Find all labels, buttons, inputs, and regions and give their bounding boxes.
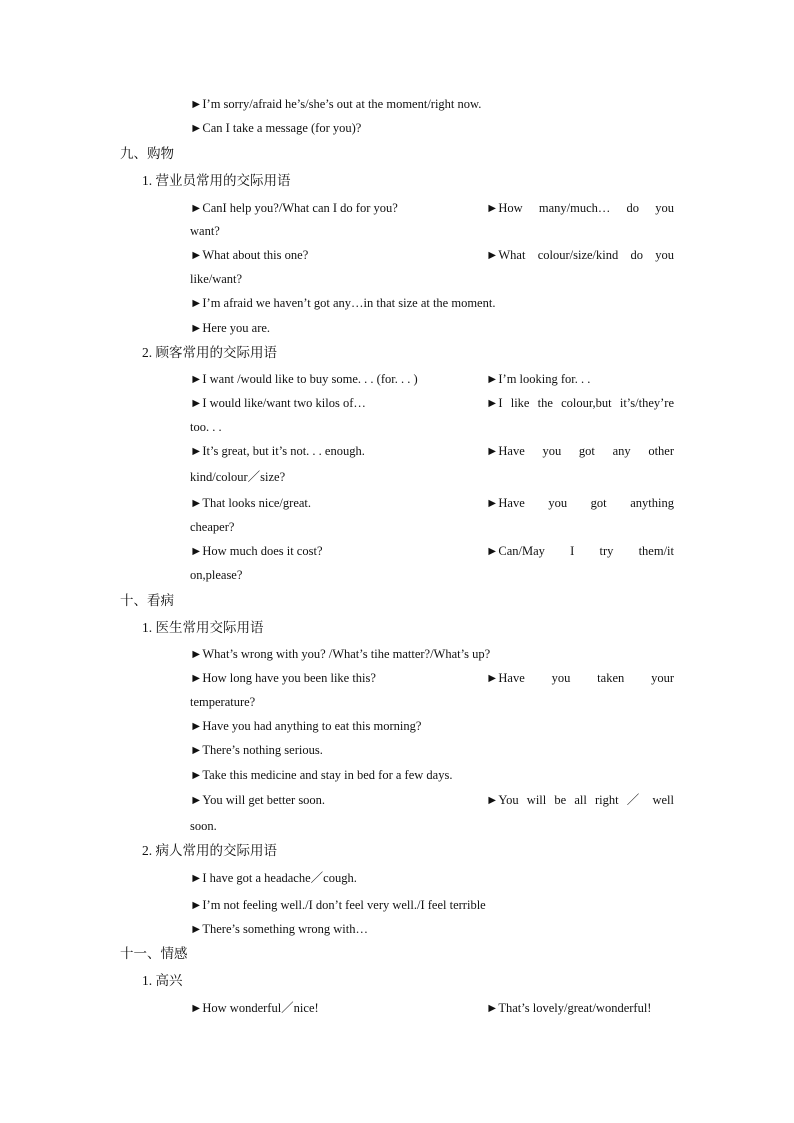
phrase-line: ►There’s nothing serious. bbox=[190, 743, 323, 757]
phrase-line: ►How many/much… do you bbox=[486, 201, 674, 215]
section-heading-doctor-visit: 十、看病 bbox=[120, 593, 174, 608]
phrase-continuation: kind/colour／size? bbox=[190, 470, 286, 484]
phrase-line: ►I want /would like to buy some. . . (for. . . ) bbox=[190, 372, 418, 386]
phrase-line: ►How wonderful／nice! bbox=[190, 1001, 319, 1015]
phrase-continuation: temperature? bbox=[190, 695, 256, 709]
phrase-line: ►What colour/size/kind do you bbox=[486, 248, 674, 262]
phrase-line: ►You will be all right ／ well bbox=[486, 793, 674, 807]
phrase-line: ►I’m not feeling well./I don’t feel very well./I feel terrible bbox=[190, 898, 486, 912]
phrase-line: ►I’m sorry/afraid he’s/she’s out at the moment/right now. bbox=[190, 97, 482, 111]
section-heading-shopping: 九、购物 bbox=[120, 146, 174, 161]
phrase-line: ►What about this one? bbox=[190, 248, 309, 262]
phrase-line: ►Have you got any other bbox=[486, 444, 674, 458]
phrase-line: ►Can I take a message (for you)? bbox=[190, 121, 362, 135]
phrase-line: ►What’s wrong with you? /What’s tihe matter?/What’s up? bbox=[190, 647, 491, 661]
phrase-line: ►It’s great, but it’s not. . . enough. bbox=[190, 444, 365, 458]
phrase-continuation: cheaper? bbox=[190, 520, 235, 534]
phrase-line: ►How long have you been like this? bbox=[190, 671, 376, 685]
subheading-doctor-phrases: 1. 医生常用交际用语 bbox=[142, 620, 264, 635]
phrase-line: ►You will get better soon. bbox=[190, 793, 326, 807]
phrase-line: ►Can/May I try them/it bbox=[486, 544, 674, 558]
phrase-continuation: soon. bbox=[190, 819, 217, 833]
phrase-line: ►How much does it cost? bbox=[190, 544, 323, 558]
phrase-line: ►I’m afraid we haven’t got any…in that size at the moment. bbox=[190, 296, 496, 310]
phrase-line: ►Take this medicine and stay in bed for a few days. bbox=[190, 768, 453, 782]
phrase-continuation: want? bbox=[190, 224, 220, 238]
phrase-line: ►Have you taken your bbox=[486, 671, 674, 685]
phrase-line: ►That looks nice/great. bbox=[190, 496, 312, 510]
phrase-line: ►Have you got anything bbox=[486, 496, 674, 510]
phrase-line: ►I’m looking for. . . bbox=[486, 372, 591, 386]
section-heading-emotions: 十一、情感 bbox=[120, 946, 188, 961]
phrase-continuation: too. . . bbox=[190, 420, 222, 434]
phrase-continuation: like/want? bbox=[190, 272, 243, 286]
subheading-patient-phrases: 2. 病人常用的交际用语 bbox=[142, 843, 277, 858]
subheading-happy: 1. 高兴 bbox=[142, 973, 183, 988]
phrase-line: ►Here you are. bbox=[190, 321, 271, 335]
subheading-clerk-phrases: 1. 营业员常用的交际用语 bbox=[142, 173, 291, 188]
phrase-line: ►I have got a headache／cough. bbox=[190, 871, 357, 885]
phrase-line: ►That’s lovely/great/wonderful! bbox=[486, 1001, 652, 1015]
phrase-line: ►There’s something wrong with… bbox=[190, 922, 368, 936]
phrase-line: ►I would like/want two kilos of… bbox=[190, 396, 366, 410]
phrase-line: ►I like the colour,but it’s/they’re bbox=[486, 396, 674, 410]
subheading-customer-phrases: 2. 顾客常用的交际用语 bbox=[142, 345, 277, 360]
phrase-line: ►Have you had anything to eat this morning? bbox=[190, 719, 422, 733]
phrase-line: ►CanI help you?/What can I do for you? bbox=[190, 201, 398, 215]
phrase-continuation: on,please? bbox=[190, 568, 243, 582]
